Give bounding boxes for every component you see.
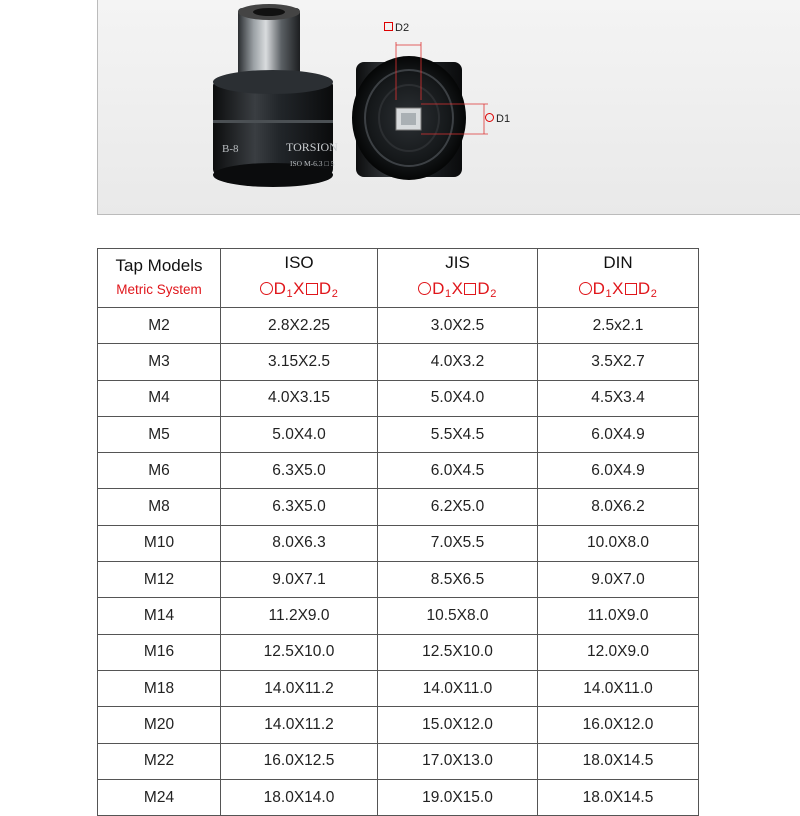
din-cell: 16.0X12.0	[538, 707, 699, 743]
table-row	[98, 525, 699, 561]
square-symbol-icon	[306, 283, 318, 295]
collet-side-text: B-8	[222, 143, 239, 155]
tap-model-cell: M22	[98, 743, 221, 779]
tap-model-cell: M3	[98, 344, 221, 380]
table-row	[98, 453, 699, 489]
din-cell: 18.0X14.5	[538, 779, 699, 815]
iso-cell: 8.0X6.3	[221, 525, 378, 561]
iso-cell: 14.0X11.2	[221, 707, 378, 743]
tap-model-cell: M20	[98, 707, 221, 743]
table-row	[98, 380, 699, 416]
jis-cell: 7.0X5.5	[378, 525, 538, 561]
tap-model-cell: M18	[98, 670, 221, 706]
tap-model-cell: M14	[98, 598, 221, 634]
tap-model-cell: M4	[98, 380, 221, 416]
square-symbol-icon	[625, 283, 637, 295]
circle-symbol-icon	[579, 282, 592, 295]
collet-brand-text: TORSION	[286, 140, 338, 154]
header-tap-models	[98, 249, 221, 308]
jis-cell: 10.5X8.0	[378, 598, 538, 634]
tap-model-cell: M8	[98, 489, 221, 525]
jis-cell: 5.0X4.0	[378, 380, 538, 416]
din-cell: 11.0X9.0	[538, 598, 699, 634]
square-symbol-icon	[384, 22, 393, 31]
iso-cell: 3.15X2.5	[221, 344, 378, 380]
jis-cell: 12.5X10.0	[378, 634, 538, 670]
table-row	[98, 670, 699, 706]
header-title: DIN	[603, 252, 633, 272]
circle-symbol-icon	[418, 282, 431, 295]
din-cell: 12.0X9.0	[538, 634, 699, 670]
table-row	[98, 707, 699, 743]
header-din	[538, 249, 699, 308]
din-cell: 14.0X11.0	[538, 670, 699, 706]
table-row	[98, 634, 699, 670]
tap-model-cell: M6	[98, 453, 221, 489]
tap-collet-illustration	[98, 0, 800, 215]
table-row	[98, 489, 699, 525]
table-body	[98, 308, 699, 816]
iso-cell: 12.5X10.0	[221, 634, 378, 670]
header-formula: $D_1X$ $D_2$	[378, 279, 537, 304]
jis-cell: 15.0X12.0	[378, 707, 538, 743]
table-row	[98, 308, 699, 344]
iso-cell: 6.3X5.0	[221, 453, 378, 489]
din-cell: 10.0X8.0	[538, 525, 699, 561]
jis-cell: 17.0X13.0	[378, 743, 538, 779]
iso-cell: 2.8X2.25	[221, 308, 378, 344]
circle-symbol-icon	[260, 282, 273, 295]
jis-cell: 19.0X15.0	[378, 779, 538, 815]
jis-cell: 6.0X4.5	[378, 453, 538, 489]
din-cell: 8.0X6.2	[538, 489, 699, 525]
iso-cell: 18.0X14.0	[221, 779, 378, 815]
header-jis	[378, 249, 538, 308]
table-row	[98, 416, 699, 452]
table-row	[98, 344, 699, 380]
dimension-d1-label: D1	[485, 113, 510, 125]
table-row	[98, 779, 699, 815]
jis-cell: 3.0X2.5	[378, 308, 538, 344]
table-row	[98, 598, 699, 634]
tap-model-cell: M2	[98, 308, 221, 344]
din-cell: 6.0X4.9	[538, 453, 699, 489]
din-cell: 3.5X2.7	[538, 344, 699, 380]
tap-model-cell: M10	[98, 525, 221, 561]
table-row	[98, 743, 699, 779]
table-header-row	[98, 249, 699, 308]
product-photo	[97, 0, 800, 215]
iso-cell: 9.0X7.1	[221, 562, 378, 598]
tap-model-cell: M16	[98, 634, 221, 670]
jis-cell: 8.5X6.5	[378, 562, 538, 598]
header-title: Tap Models	[115, 256, 203, 275]
iso-cell: 6.3X5.0	[221, 489, 378, 525]
iso-cell: 11.2X9.0	[221, 598, 378, 634]
jis-cell: 4.0X3.2	[378, 344, 538, 380]
header-title: ISO	[284, 252, 314, 272]
iso-cell: 16.0X12.5	[221, 743, 378, 779]
jis-cell: 14.0X11.0	[378, 670, 538, 706]
iso-cell: 4.0X3.15	[221, 380, 378, 416]
iso-cell: 5.0X4.0	[221, 416, 378, 452]
din-cell: 4.5X3.4	[538, 380, 699, 416]
tap-model-cell: M5	[98, 416, 221, 452]
tap-size-table	[97, 248, 699, 816]
din-cell: 6.0X4.9	[538, 416, 699, 452]
din-cell: 9.0X7.0	[538, 562, 699, 598]
circle-symbol-icon	[485, 113, 494, 122]
din-cell: 18.0X14.5	[538, 743, 699, 779]
header-formula: $D_1X$ $D_2$	[538, 279, 698, 304]
tap-model-cell: M12	[98, 562, 221, 598]
din-cell: 2.5x2.1	[538, 308, 699, 344]
iso-cell: 14.0X11.2	[221, 670, 378, 706]
header-title: JIS	[445, 252, 470, 272]
header-iso	[221, 249, 378, 308]
jis-cell: 6.2X5.0	[378, 489, 538, 525]
tap-model-cell: M24	[98, 779, 221, 815]
table-row	[98, 562, 699, 598]
header-formula: $D_1X$ $D_2$	[221, 279, 377, 304]
collet-marking-text: ISO M-6.3 □ 5	[290, 159, 335, 168]
jis-cell: 5.5X4.5	[378, 416, 538, 452]
dimension-d2-label: D2	[384, 22, 409, 34]
square-symbol-icon	[464, 283, 476, 295]
header-subtitle: Metric System	[116, 282, 202, 297]
